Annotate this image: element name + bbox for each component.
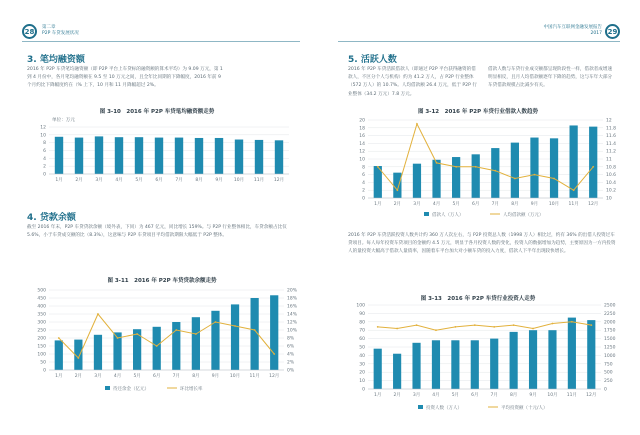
bar — [374, 349, 382, 389]
line-point — [416, 123, 418, 125]
line-point — [396, 328, 398, 330]
line-point — [475, 166, 477, 168]
x-tick-label: 10月 — [233, 178, 245, 183]
y2-tick-label: 11.2 — [606, 149, 617, 155]
x-tick-label: 2月 — [74, 374, 83, 379]
x-tick-label: 2月 — [393, 202, 402, 207]
page-number-badge: 28 — [22, 24, 37, 39]
line-point — [273, 353, 275, 355]
y-tick-label: 50 — [359, 345, 365, 351]
y-tick-label: 80 — [359, 320, 365, 326]
line-point — [514, 178, 516, 180]
line-point — [117, 337, 119, 339]
bar — [451, 340, 459, 389]
bar — [270, 295, 278, 370]
bar — [275, 140, 283, 174]
y-tick-label: 400 — [37, 304, 46, 310]
x-tick-label: 7月 — [172, 374, 180, 379]
y2-tick-label: 1750 — [604, 328, 616, 334]
line-point — [435, 329, 437, 331]
y2-tick-label: 1250 — [604, 345, 616, 351]
y-tick-label: 6 — [362, 173, 365, 179]
y-tick-label: 12 — [359, 149, 365, 155]
line-point — [136, 333, 138, 335]
y2-tick-label: 1500 — [604, 337, 616, 343]
x-tick-label: 4月 — [432, 393, 440, 398]
bar — [412, 343, 420, 389]
line-point — [571, 321, 573, 323]
line-point — [552, 323, 554, 325]
line-point — [455, 166, 457, 168]
y2-tick-label: 0 — [604, 387, 607, 393]
bar — [95, 136, 103, 174]
legend-label: 环比增长率 — [180, 387, 203, 392]
bar — [432, 340, 440, 389]
y-tick-label: 60 — [359, 337, 365, 343]
bar — [55, 137, 63, 174]
body-paragraph: 2016 年 P2P 车贷活跃借款人（即通过 P2P 平台获得融资的借款人，不区分个人与机构）约为 41.2 万人，占 P2P 行业整体（572 万人）的 10.7%。人均借款额 26.4 万元，低于 P2P 行业整体（34.2 万元）7.8 万元。 — [348, 67, 477, 97]
y-tick-label: 0 — [43, 172, 46, 178]
x-tick-label: 10月 — [547, 393, 558, 398]
y2-tick-label: 10.2 — [606, 188, 617, 194]
bar — [153, 327, 161, 370]
bar — [490, 339, 498, 389]
x-tick-label: 1月 — [374, 393, 382, 398]
y-tick-label: 8 — [362, 165, 365, 171]
bar — [529, 330, 537, 389]
chart-borrowers — [348, 116, 623, 220]
y2-tick-label: 10 — [606, 196, 612, 202]
y2-tick-label: 10.6 — [606, 173, 617, 179]
line-point — [195, 333, 197, 335]
bar — [550, 138, 558, 198]
series-line — [378, 322, 592, 330]
bar — [548, 330, 556, 389]
bar — [530, 138, 538, 198]
legend-label: 平均投资额（十元/人） — [501, 406, 548, 411]
x-tick-label: 5月 — [451, 393, 460, 398]
line-point — [494, 170, 496, 172]
bar — [192, 317, 200, 370]
line-point — [215, 321, 217, 323]
y-tick-label: 300 — [37, 320, 46, 326]
y-tick-label: 4 — [43, 156, 46, 162]
x-tick-label: 6月 — [471, 393, 479, 398]
x-tick-label: 3月 — [413, 202, 421, 207]
y-tick-label: 16 — [359, 134, 365, 140]
line-point — [493, 326, 495, 328]
legend-swatch-bar — [105, 386, 110, 390]
x-tick-label: 10月 — [229, 374, 241, 379]
line-point — [474, 324, 476, 326]
x-tick-label: 8月 — [192, 374, 200, 379]
x-tick-label: 9月 — [529, 393, 537, 398]
y2-tick-label: 2% — [287, 360, 295, 366]
bar — [432, 160, 440, 198]
bar — [235, 140, 243, 174]
x-tick-label: 6月 — [155, 178, 163, 183]
bar — [393, 354, 401, 389]
line-point — [77, 357, 79, 359]
header-rule — [22, 41, 300, 42]
x-tick-label: 11月 — [566, 393, 577, 398]
y2-tick-label: 6% — [287, 344, 295, 350]
line-point — [513, 324, 515, 326]
line-point — [534, 174, 536, 176]
line-point — [573, 189, 575, 191]
y-tick-label: 250 — [37, 328, 46, 334]
y-tick-label: 100 — [37, 352, 46, 358]
right-page — [320, 0, 640, 435]
legend-swatch-bar — [424, 212, 429, 216]
y-tick-label: 150 — [37, 344, 46, 350]
bar — [393, 173, 401, 198]
y-tick-label: 200 — [37, 336, 46, 342]
chart-title: 图 3-13 2016 年 P2P 车贷行业投资人走势 — [420, 296, 536, 302]
y-tick-label: 40 — [359, 353, 365, 359]
x-tick-label: 1月 — [55, 374, 63, 379]
x-tick-label: 7月 — [490, 393, 498, 398]
y-tick-label: 10 — [359, 157, 365, 163]
y-tick-label: 14 — [359, 141, 365, 147]
y2-tick-label: 10% — [287, 328, 298, 334]
x-tick-label: 3月 — [412, 393, 421, 398]
y2-tick-label: 11.8 — [606, 126, 617, 132]
line-point — [592, 166, 594, 168]
bar — [491, 148, 499, 198]
bar — [175, 138, 183, 174]
section-title: 4. 贷款余额 — [27, 213, 76, 223]
x-tick-label: 6月 — [153, 374, 161, 379]
y-tick-label: 4 — [362, 180, 365, 186]
bar — [215, 138, 223, 174]
bar — [587, 320, 595, 389]
chart-unit: 单位：万元 — [52, 118, 75, 123]
x-tick-label: 12月 — [269, 374, 280, 379]
bar — [94, 335, 102, 370]
x-tick-label: 12月 — [588, 202, 599, 207]
y2-tick-label: 2000 — [604, 320, 616, 326]
header-year: 2017 — [590, 31, 602, 36]
x-tick-label: 7月 — [491, 202, 499, 207]
y2-tick-label: 10.8 — [606, 165, 617, 171]
header-title: 中国汽车互联网金融发展报告 — [543, 25, 602, 30]
y-tick-label: 0 — [362, 196, 365, 202]
chart-investors — [348, 301, 623, 413]
legend-label: 待还余金（亿元） — [113, 387, 149, 392]
x-tick-label: 5月 — [135, 178, 143, 183]
bar — [195, 138, 203, 174]
bar — [155, 138, 163, 174]
line-point — [175, 329, 177, 331]
x-tick-label: 9月 — [215, 178, 223, 183]
bar — [115, 137, 123, 174]
bar — [589, 127, 597, 198]
line-point — [416, 324, 418, 326]
x-tick-label: 7月 — [175, 178, 183, 183]
x-tick-label: 4月 — [115, 178, 123, 183]
line-point — [97, 313, 99, 315]
x-tick-label: 2月 — [393, 393, 401, 398]
section-title: 3. 笔均融资额 — [27, 55, 85, 65]
bar — [75, 138, 83, 174]
y2-tick-label: 18% — [287, 296, 298, 302]
line-point — [156, 345, 158, 347]
bar — [55, 340, 63, 370]
series-line — [378, 124, 593, 190]
x-tick-label: 4月 — [113, 374, 122, 379]
x-tick-label: 6月 — [472, 202, 480, 207]
x-tick-label: 8月 — [509, 393, 518, 398]
series-line — [59, 314, 274, 358]
y-tick-label: 500 — [37, 288, 46, 294]
y-tick-label: 2 — [43, 164, 46, 170]
x-tick-label: 9月 — [211, 374, 220, 379]
x-tick-label: 9月 — [530, 202, 539, 207]
y-tick-label: 10 — [359, 379, 365, 385]
chart-avg-financing — [27, 123, 297, 188]
line-point — [377, 166, 379, 168]
chart-title: 图 3-12 2016 年 P2P 车贷行业借款人数趋势 — [417, 109, 539, 115]
x-tick-label: 3月 — [94, 374, 102, 379]
y-tick-label: 90 — [359, 311, 365, 317]
y2-tick-label: 11.4 — [606, 141, 617, 147]
y2-tick-label: 500 — [604, 370, 613, 376]
y2-tick-label: 2500 — [604, 303, 616, 309]
chart-loan-balance — [27, 286, 302, 396]
y-tick-label: 350 — [37, 312, 46, 318]
y2-tick-label: 2250 — [604, 311, 616, 317]
section-title: 5. 活跃人数 — [348, 55, 397, 65]
line-point — [553, 178, 555, 180]
x-tick-label: 2月 — [75, 178, 83, 183]
x-tick-label: 3月 — [95, 178, 103, 183]
body-paragraph: 2016 年 P2P 车贷笔均融资额（即 P2P 平台上车贷标的融资额的算术平均）为 9.09 万元，第 1 到 4 月份中，各月笔均融资额在 9.5 至 10 万元之间，且全年比同期的下降幅度，2016 年前 9 个月约比下降幅度约在（% 上下，10 月和 11 月降幅超过 2%。 — [27, 67, 223, 89]
y-tick-label: 6 — [43, 149, 46, 154]
y-tick-label: 70 — [359, 328, 365, 334]
bar — [511, 143, 519, 198]
bar — [135, 137, 143, 174]
y-tick-label: 100 — [356, 303, 365, 309]
bar — [255, 140, 263, 174]
x-tick-label: 5月 — [133, 374, 141, 379]
running-header — [42, 25, 79, 37]
bar — [472, 154, 480, 198]
chart-title: 图 3-10 2016 年 P2P 车贷笔均融资额走势 — [99, 109, 215, 115]
y-tick-label: 0 — [43, 368, 46, 374]
x-tick-label: 4月 — [432, 202, 441, 207]
y-tick-label: 18 — [359, 126, 365, 132]
line-point — [377, 326, 379, 328]
line-point — [58, 337, 60, 339]
bar — [510, 332, 518, 389]
line-point — [590, 324, 592, 326]
body-paragraph: 2016 年 P2P 车贷活跃投资人数共计约 360 万人次左右，与 P2P 投资总人数（1998 万人）相比过，约有 36% 的出借人投资过车贷项目。每人每年投资车贷项目的金额约 4.5 万元，明显于各月投资人数的变化，投资人的数据增加为趋势，主要原因为一方内投资人的量投资大幅高于借款人量债率，因随着车平台加大对小额车贷的投入力度，借款人下半年出现较快增长。 — [348, 233, 616, 255]
bar — [231, 304, 239, 370]
bar — [471, 340, 479, 389]
legend-swatch-bar — [418, 405, 423, 409]
y2-tick-label: 12 — [606, 118, 612, 124]
legend-label: 借款人（万人） — [432, 213, 464, 218]
legend-label: 投资人数（万人） — [426, 406, 462, 411]
x-tick-label: 8月 — [511, 202, 519, 207]
page-number-badge: 29 — [605, 24, 620, 39]
y-tick-label: 12 — [40, 125, 46, 131]
x-tick-label: 12月 — [273, 178, 285, 183]
y2-tick-label: 12% — [287, 320, 298, 326]
y2-tick-label: 11.6 — [606, 134, 617, 140]
line-point — [436, 162, 438, 164]
running-header — [532, 25, 602, 37]
y2-tick-label: 8% — [287, 336, 295, 342]
header-chapter: 第二章 — [42, 25, 56, 30]
bar — [211, 311, 219, 370]
chart-title: 图 3-11 2016 年 P2P 车贷贷款余额走势 — [107, 278, 217, 284]
y-tick-label: 50 — [40, 360, 46, 366]
y2-tick-label: 20% — [287, 288, 298, 294]
x-tick-label: 1月 — [374, 202, 382, 207]
y-tick-label: 450 — [37, 296, 46, 302]
line-point — [532, 328, 534, 330]
y2-tick-label: 16% — [287, 304, 298, 310]
x-tick-label: 12月 — [586, 393, 597, 398]
y2-tick-label: 14% — [287, 312, 298, 318]
bar — [413, 164, 421, 198]
y2-tick-label: 4% — [287, 352, 295, 358]
line-point — [254, 329, 256, 331]
body-paragraph-right: 借款人数与车贷行业成交额都呈现阶段性一样，借款者成增速明显相反，且月人均借款额逐年下降的趋势，这与车年大部分车贷借款规模占比减少有关。 — [488, 67, 613, 89]
bar — [568, 318, 576, 389]
header-title: P2P 车贷发展状况 — [42, 31, 79, 36]
x-tick-label: 11月 — [253, 178, 265, 183]
y2-tick-label: 750 — [604, 362, 613, 368]
y2-tick-label: 11 — [606, 157, 612, 163]
y-tick-label: 0 — [362, 387, 365, 393]
x-tick-label: 8月 — [195, 178, 203, 183]
x-tick-label: 11月 — [249, 374, 260, 379]
y-tick-label: 30 — [359, 362, 365, 368]
body-paragraph: 截至 2016 年末，P2P 车贷贷款余额（境外表，下同）为 467 亿元，同比增长 159%。与 P2P 行业整体相比，车贷余额占比仅 5.6%，小于车贷成交额的比（8.3%），这意味与 P2P 车贷项目平均借款期限大幅低于 P2P 整体。 — [27, 225, 287, 239]
y2-tick-label: 1000 — [604, 353, 616, 359]
legend-label: 人均借款额（万元） — [503, 213, 544, 218]
y2-tick-label: 0% — [287, 368, 295, 374]
x-tick-label: 10月 — [548, 202, 560, 207]
y-tick-label: 20 — [359, 370, 365, 376]
y-tick-label: 8 — [43, 141, 46, 147]
line-point — [234, 325, 236, 327]
y-tick-label: 2 — [362, 188, 365, 194]
y2-tick-label: 10.4 — [606, 180, 617, 186]
bar — [452, 157, 460, 198]
x-tick-label: 11月 — [568, 202, 579, 207]
x-tick-label: 5月 — [452, 202, 460, 207]
y-tick-label: 10 — [40, 133, 46, 139]
y2-tick-label: 250 — [604, 379, 613, 385]
y-tick-label: 20 — [359, 118, 365, 124]
line-point — [396, 189, 398, 191]
x-tick-label: 1月 — [55, 178, 63, 183]
header-rule — [338, 41, 620, 42]
line-point — [454, 326, 456, 328]
